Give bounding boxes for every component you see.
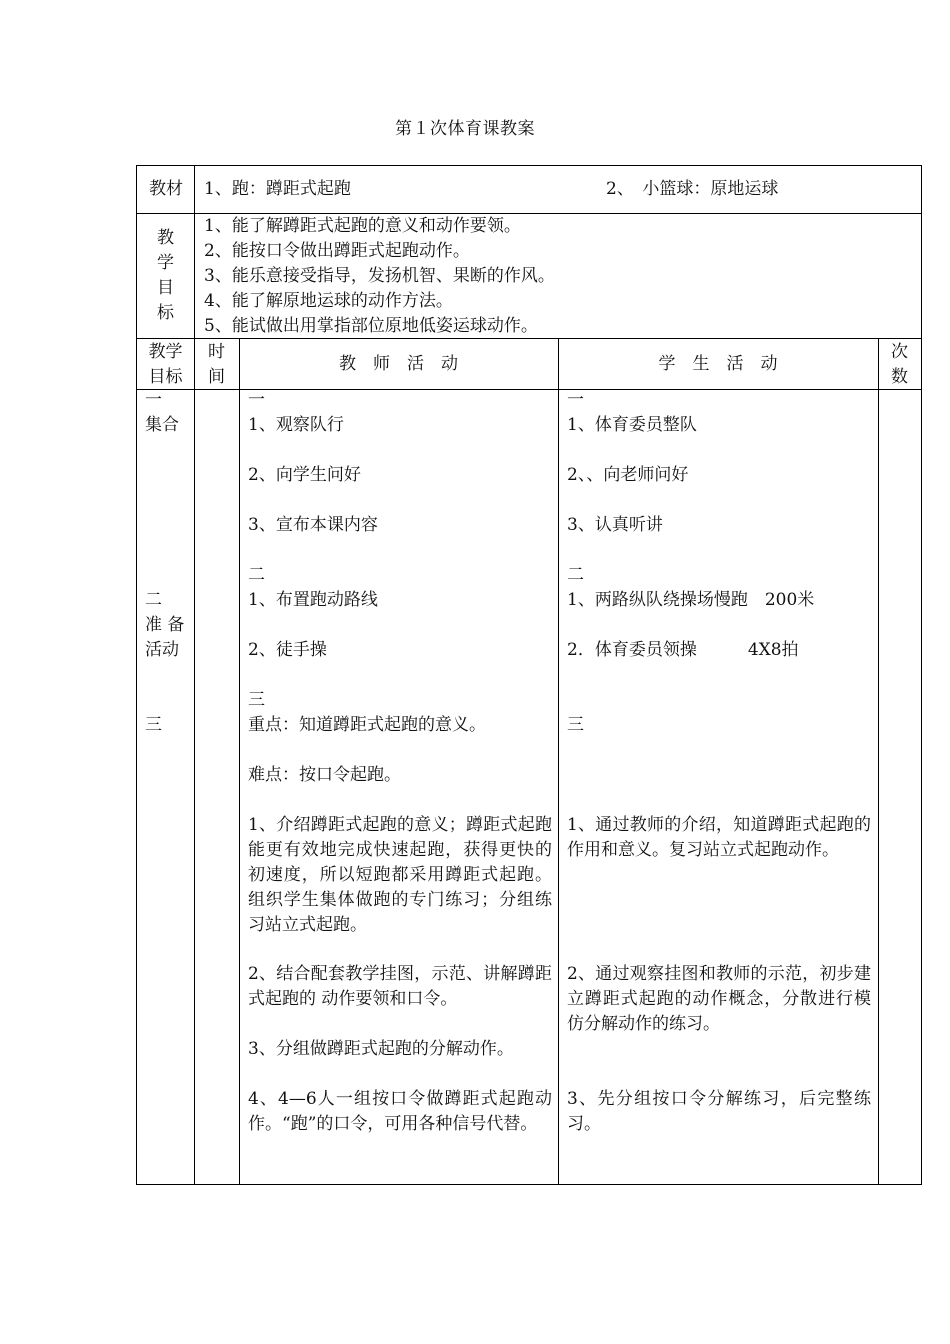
teacher-step-2: 2、结合配套教学挂图，示范、讲解蹲距式起跑的 动作要领和口令。: [248, 964, 552, 1009]
teacher-section-number: 三: [248, 690, 265, 710]
student-step-3: 3、先分组按口令分解练习，后完整练习。: [567, 1089, 871, 1134]
header-goal: 教学 目标: [148, 342, 183, 387]
objectives-list: [204, 214, 555, 339]
teacher-key-point: 重点：知道蹲距式起跑的意义。: [248, 715, 486, 735]
material-item-1: 1、跑：蹲距式起跑: [204, 179, 351, 199]
goal-section-2-number: 二: [145, 590, 162, 610]
student-section-number: 一: [567, 390, 584, 410]
objective-item: 3、能乐意接受指导，发扬机智、果断的作风。: [204, 266, 555, 286]
teacher-step: 3、宣布本课内容: [248, 515, 378, 535]
teacher-section-1: [248, 388, 554, 788]
student-section-number: 二: [567, 565, 584, 585]
student-step: 1、体育委员整队: [567, 415, 697, 435]
teacher-step: 2、徒手操: [248, 640, 327, 660]
student-step: 1、两路纵队绕操场慢跑 200米: [567, 590, 815, 610]
teacher-section-number: 一: [248, 390, 265, 410]
student-section-1: [567, 388, 873, 663]
col-divider: [558, 338, 559, 1184]
objective-item: 4、能了解原地运球的动作方法。: [204, 291, 453, 311]
material-label: 教材: [149, 179, 183, 199]
col-divider: [194, 338, 195, 1184]
teacher-step: 1、布置跑动路线: [248, 590, 378, 610]
teacher-step: 2、向学生问好: [248, 465, 361, 485]
goal-section-2-name-2: 活动: [145, 640, 179, 660]
material-item-2: 2、 小篮球：原地运球: [606, 179, 779, 199]
goal-section-3-number: 三: [145, 715, 162, 735]
teacher-section-number: 二: [248, 565, 265, 585]
header-time: 时 间: [208, 342, 225, 387]
goal-section-1-name: 集合: [145, 415, 179, 435]
student-step-2: 2、通过观察挂图和教师的示范，初步建立蹲距式起跑的动作概念，分散进行模仿分解动作的练习。: [567, 964, 871, 1034]
teacher-step-4: 4、4—6人一组按口令做蹲距式起跑动作。“跑”的口令，可用各种信号代替。: [248, 1089, 552, 1134]
student-step: 2．体育委员领操 4X8拍: [567, 640, 799, 660]
header-teacher-activity: 教 师 活 动: [339, 354, 458, 374]
objective-item: 5、能试做出用掌指部位原地低姿运球动作。: [204, 316, 538, 336]
student-section-3-number: 三: [567, 715, 584, 735]
teacher-step-3: 3、分组做蹲距式起跑的分解动作。: [248, 1039, 514, 1059]
goal-section-2-name: 准 备: [145, 615, 185, 635]
student-step-1: 1、通过教师的介绍，知道蹲距式起跑的作用和意义。复习站立式起跑动作。: [567, 815, 871, 860]
col-divider: [194, 166, 195, 338]
objectives-label: 教 学 目 标: [157, 228, 174, 323]
teacher-step-1: 1、介绍蹲距式起跑的意义；蹲距式起跑能更有效地完成快速起跑，获得更快的初速度，所以短跑都采用蹲距式起跑。组织学生集体做跑的专门练习；分组练习站立式起跑。: [248, 815, 552, 935]
col-divider: [239, 338, 240, 1184]
page-title: 第１次体育课教案: [395, 119, 535, 139]
objective-item: 1、能了解蹲距式起跑的意义和动作要领。: [204, 216, 521, 236]
student-step: 2、、向老师问好: [567, 465, 689, 485]
teacher-difficulty: 难点：按口令起跑。: [248, 765, 401, 785]
student-step: 3、认真听讲: [567, 515, 663, 535]
header-student-activity: 学 生 活 动: [658, 354, 778, 374]
teacher-step: 1、观察队行: [248, 415, 344, 435]
goal-section-1-number: 一: [145, 390, 162, 410]
lesson-plan-table: [136, 165, 922, 1185]
col-divider: [878, 338, 879, 1184]
header-count: 次 数: [891, 342, 908, 387]
objective-item: 2、能按口令做出蹲距式起跑动作。: [204, 241, 470, 261]
